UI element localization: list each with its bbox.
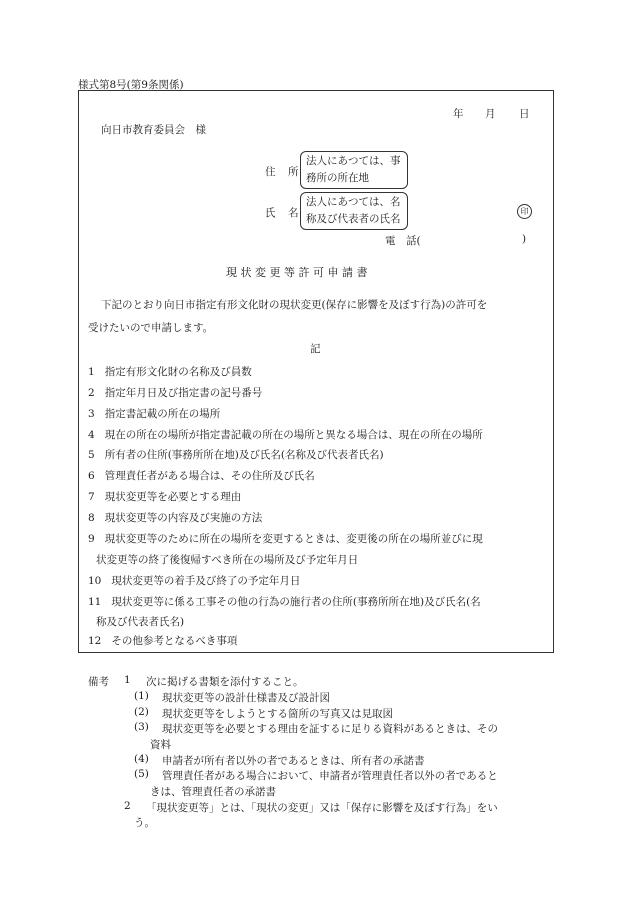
note-text: 次に掲げる書類を添付すること。: [146, 676, 304, 688]
list-item-continuation: 状変更等の終了後復帰すべき所在の場所及び予定年月日: [96, 554, 359, 566]
seal-icon: 印: [517, 204, 532, 219]
list-item: [88, 406, 220, 421]
note-number: 2: [124, 800, 131, 812]
address-note: [300, 151, 408, 189]
document-title: 現 状 変 更 等 許 可 申 請 書: [226, 266, 368, 279]
list-item: [88, 447, 384, 462]
list-item: [88, 573, 300, 588]
name-label-2: 名: [288, 207, 299, 219]
list-item-continuation: 称及び代表者氏名): [96, 616, 185, 628]
list-item: [88, 633, 237, 648]
item-number: 4: [88, 429, 95, 441]
list-item: [88, 468, 315, 483]
sub-note-number: (2): [134, 706, 149, 718]
item-text: 現状変更等に係る工事その他の行為の施行者の住所(事務所所在地)及び氏名(名: [111, 596, 481, 608]
notes-label: 備考: [88, 676, 109, 688]
item-text: 指定年月日及び指定書の記号番号: [104, 387, 263, 399]
item-text: 所有者の住所(事務所所在地)及び氏名(名称及び代表者氏名): [104, 449, 384, 461]
item-number: 1: [88, 366, 95, 378]
list-item: [88, 531, 483, 546]
item-number: 2: [88, 387, 95, 399]
list-item: [88, 489, 241, 504]
sub-note-continuation: きは、管理責任者の承諾書: [150, 786, 276, 798]
item-number: 10: [88, 575, 102, 587]
item-number: 12: [88, 635, 102, 647]
address-note-line2: 務所の所在地: [306, 172, 369, 184]
name-note: [300, 192, 408, 230]
body-text-line2: 受けたいので申請します。: [88, 322, 214, 334]
note-continuation: う。: [134, 817, 155, 829]
item-number: 3: [88, 408, 95, 420]
name-note-line2: 称及び代表者の氏名: [306, 213, 401, 225]
phone-label: 電 話(: [385, 235, 421, 247]
sub-note-continuation: 資料: [150, 739, 171, 751]
sub-note-number: (1): [134, 690, 149, 702]
address-label-2: 所: [288, 166, 299, 178]
item-number: 6: [88, 470, 95, 482]
sub-note-text: 管理責任者がある場合において、申請者が管理責任者以外の者であると: [162, 770, 498, 782]
addressee: 向日市教育委員会 様: [101, 124, 206, 136]
sub-note-text: 申請者が所有者以外の者であるときは、所有者の承諾書: [162, 755, 425, 767]
item-number: 8: [88, 512, 95, 524]
name-label-1: 氏: [265, 207, 276, 219]
note-number: 1: [124, 674, 131, 686]
sub-note-text: 現状変更等の設計仕様書及び設計図: [162, 692, 330, 704]
date-day-label: 日: [519, 108, 530, 120]
sub-note-text: 現状変更等を必要とする理由を証するに足りる資料があるときは、その: [162, 723, 498, 735]
body-text-line1: 下記のとおり向日市指定有形文化財の現状変更(保存に影響を及ぼす行為)の許可を: [101, 299, 488, 311]
item-text: 指定有形文化財の名称及び員数: [104, 366, 252, 378]
item-text: その他参考となるべき事項: [111, 635, 238, 647]
item-text: 現状変更等の着手及び終了の予定年月日: [111, 575, 301, 587]
list-item: [88, 427, 483, 442]
phone-close: ): [522, 233, 527, 245]
item-number: 5: [88, 449, 95, 461]
list-item: [88, 594, 481, 609]
address-label-1: 住: [265, 166, 276, 178]
item-text: 現状変更等を必要とする理由: [104, 491, 242, 503]
sub-note-text: 現状変更等をしようとする箇所の写真又は見取図: [162, 708, 393, 720]
date-year-label: 年: [453, 108, 464, 120]
sub-note-number: (3): [134, 721, 149, 733]
item-number: 11: [88, 596, 102, 608]
sub-note-number: (5): [134, 768, 149, 780]
ki-heading: 記: [310, 343, 321, 355]
item-text: 現在の所在の場所が指定書記載の所在の場所と異なる場合は、現在の所在の場所: [104, 429, 483, 441]
list-item: [88, 385, 262, 400]
list-item: [88, 364, 252, 379]
item-text: 現状変更等の内容及び実施の方法: [104, 512, 263, 524]
sub-note-number: (4): [134, 753, 149, 765]
item-text: 管理責任者がある場合は、その住所及び氏名: [104, 470, 315, 482]
item-number: 9: [88, 533, 95, 545]
name-note-line1: 法人にあつては、名: [306, 196, 401, 208]
item-text: 指定書記載の所在の場所: [104, 408, 221, 420]
item-number: 7: [88, 491, 95, 503]
date-month-label: 月: [485, 108, 496, 120]
address-note-line1: 法人にあつては、事: [306, 155, 401, 167]
note-text: 「現状変更等」とは、「現状の変更」又は「保存に影響を及ぼす行為」をい: [146, 802, 498, 814]
item-text: 現状変更等のために所在の場所を変更するときは、変更後の所在の場所並びに現: [104, 533, 483, 545]
list-item: [88, 510, 262, 525]
form-number: 様式第8号(第9条関係): [78, 79, 184, 91]
